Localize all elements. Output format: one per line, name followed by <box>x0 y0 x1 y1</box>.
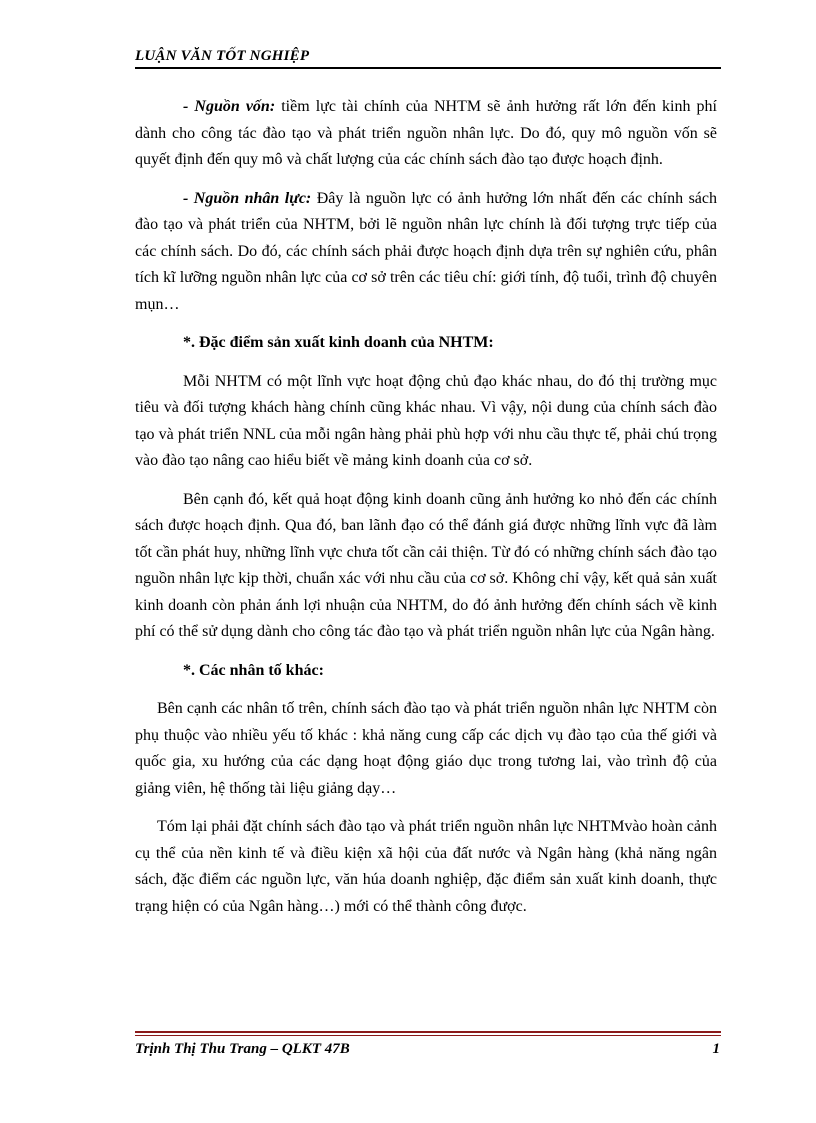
paragraph-conclusion: Tóm lại phải đặt chính sách đào tạo và phát triển nguồn nhân lực NHTMvào hoàn cảnh cụ thể của nền kinh tế và điều kiện xã hội của đất nước và Ngân hàng (khả năng ngân sách, đặc điểm các nguồn lực, văn húa doanh nghiệp, đặc điểm sản xuất kinh doanh, thực trạng hiện có của Ngân hàng…) mới có thể thành công được. <box>135 818 717 915</box>
section-heading-other-factors: *. Các nhân tố khác: <box>183 661 324 679</box>
paragraph-capital <box>135 94 717 174</box>
footer-author: Trịnh Thị Thu Trang – QLKT 47B <box>135 1041 350 1057</box>
running-header: LUẬN VĂN TỐT NGHIỆP <box>135 48 310 64</box>
paragraph-lead: - Nguồn nhân lực: <box>183 189 312 207</box>
section-heading-business: *. Đặc điểm sản xuất kinh doanh của NHTM: <box>183 334 494 351</box>
footer-rule <box>135 1031 721 1033</box>
paragraph-lead: - Nguồn vốn: <box>183 98 276 115</box>
paragraph-text: tiềm lực tài chính của NHTM sẽ ảnh hưởng rất lớn đến kinh phí dành cho công tác đào tạo và phát triển nguồn nhân lực. Do đó, quy mô nguồn vốn sẽ quyết định đến quy mô và chất lượng của các chính sách đào tạo được hoạch định. <box>135 98 717 168</box>
document-body <box>135 94 717 932</box>
paragraph-human-resources <box>135 186 717 319</box>
paragraph-business-results: Bên cạnh đó, kết quả hoạt động kinh doanh cũng ảnh hưởng ko nhỏ đến các chính sách được hoạch định. Qua đó, ban lãnh đạo có thể đánh giá được những lĩnh vực đã làm tốt cần phát huy, những lĩnh vực chưa tốt cần cải thiện. Từ đó có những chính sách đào tạo nguồn nhân lực kịp thời, chuẩn xác với nhu cầu của cơ sở. Không chỉ vậy, kết quả sản xuất kinh doanh còn phản ánh lợi nhuận của NHTM, do đó ảnh hưởng đến chính sách về kinh phí có thể sử dụng dành cho công tác đào tạo và phát triển nguồn nhân lực của Ngân hàng. <box>135 490 717 640</box>
paragraph-text: Đây là nguồn lực có ảnh hưởng lớn nhất đến các chính sách đào tạo và phát triển của NHTM, bởi lẽ nguồn nhân lực chính là đối tượng trực tiếp của các chính sách. Do đó, các chính sách phải được hoạch định dựa trên sự nghiên cứu, phân tích kĩ lưỡng nguồn nhân lực của cơ sở trên các tiêu chí: giới tính, độ tuổi, trình độ chuyên mụn… <box>135 189 718 313</box>
page-number: 1 <box>712 1041 720 1057</box>
paragraph-business-areas: Mỗi NHTM có một lĩnh vực hoạt động chủ đạo khác nhau, do đó thị trường mục tiêu và đối tượng khách hàng chính cũng khác nhau. Vì vậy, nội dung của chính sách đào tạo và phát triển NNL của mỗi ngân hàng phải phù hợp với nhu cầu thực tế, phải chú trọng vào đào tạo nâng cao hiểu biết về mảng kinh doanh của cơ sở. <box>135 372 717 469</box>
header-rule <box>135 67 721 69</box>
footer-rule <box>135 1035 721 1036</box>
paragraph-other-factors: Bên cạnh các nhân tố trên, chính sách đào tạo và phát triển nguồn nhân lực NHTM còn phụ thuộc vào nhiều yếu tố khác : khả năng cung cấp các dịch vụ đào tạo của thế giới và quốc gia, xu hướng của các dạng hoạt động giáo dục trong tương lai, vào trình độ của giảng viên, hệ thống tài liệu giảng dạy… <box>135 700 717 797</box>
